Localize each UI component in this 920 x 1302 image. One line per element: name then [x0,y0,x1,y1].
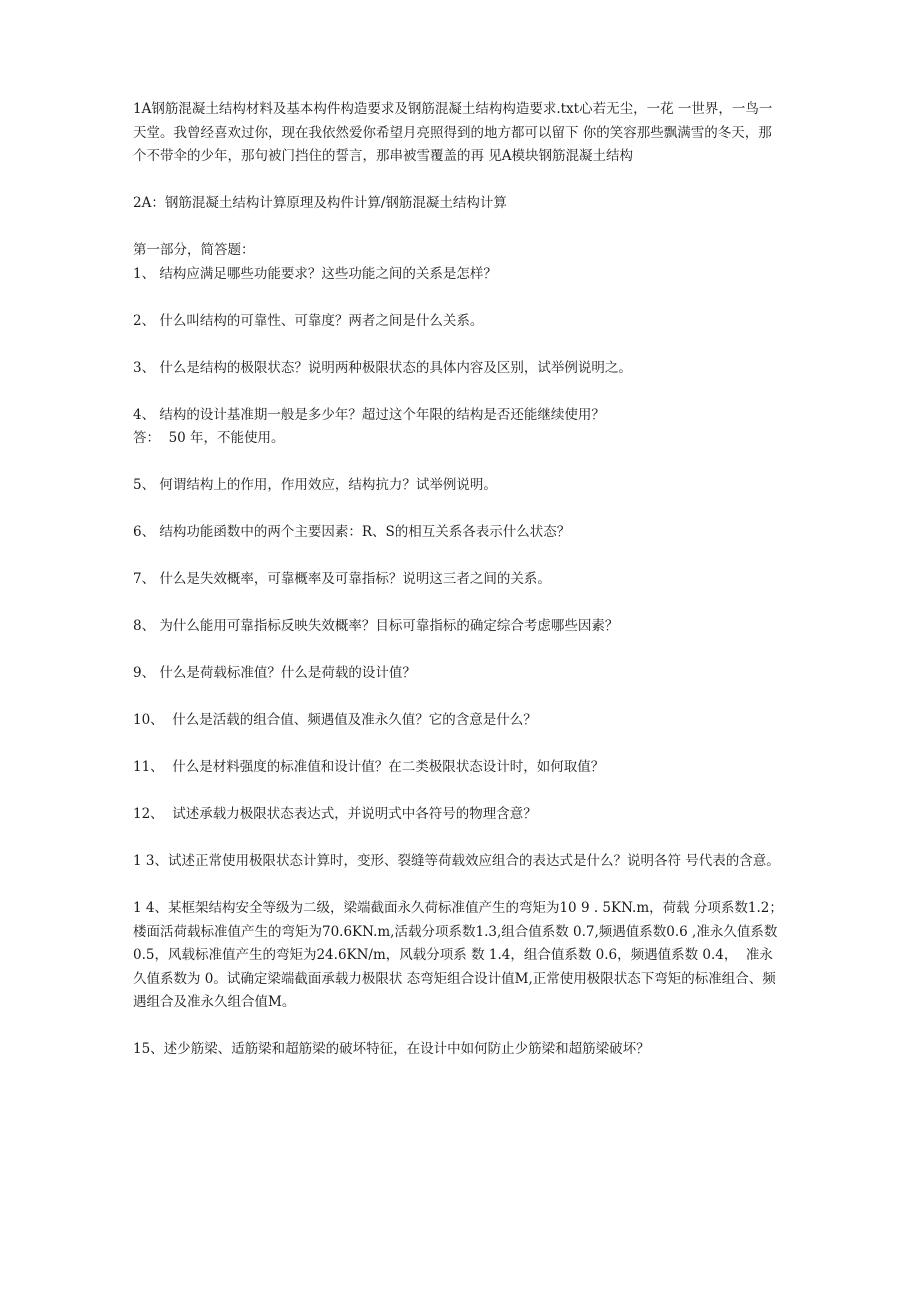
spacer [133,169,785,193]
spacer [133,592,785,616]
question-13: 1 3、试述正常使用极限状态计算时，变形、裂缝等荷载效应组合的表达式是什么？说明各符 号代表的含意。 [133,853,780,869]
document-body [133,98,785,1062]
question-8: 8、 为什么能用可靠指标反映失效概率？目标可靠指标的确定综合考虑哪些因素？ [133,618,619,634]
module-2a-heading: 2A：钢筋混凝土结构计算原理及构件计算/钢筋混凝土结构计算 [133,195,507,211]
spacer [133,333,785,357]
question-3: 3、 什么是结构的极限状态？说明两种极限状态的具体内容及区别，试举例说明之。 [133,359,632,376]
answer-4: 答： 50 年，不能使用。 [133,430,285,446]
question-10: 10、 什么是活载的组合值、频遇值及准永久值？它的含意是什么？ [133,712,537,728]
question-1: 1、 结构应满足哪些功能要求？这些功能之间的关系是怎样？ [133,265,497,282]
question-14: 1 4、某框架结构安全等级为二级，梁端截面永久荷标准值产生的弯矩为10 9 . 5KN.m，荷载 分项系数1.2；楼面活荷载标准值产生的弯矩为70.6KN.m,活载分项系数1.3,组合值系数 0.7,频遇值系数0.6 ,准永久值系数0.5，风载标准值产生的弯矩为24.6KN/m，风载分项系 数 1.4，组合值系数 0.6，频遇值系数 0.4， 准永久值系数为 0。试确定梁端截面承载力极限状 态弯矩组合设计值M,正常使用极限状态下弯矩的标准组合、频遇组合及准永久组合值M。 [133,900,783,1010]
spacer [133,451,785,475]
question-11: 11、 什么是材料强度的标准值和设计值？在二类极限状态设计时，如何取值？ [133,759,605,775]
spacer [133,498,785,522]
spacer [133,733,785,757]
question-7: 7、 什么是失效概率，可靠概率及可靠指标？说明这三者之间的关系。 [133,571,551,587]
question-6: 6、 结构功能函数中的两个主要因素：R、S的相互关系各表示什么状态？ [133,524,571,540]
spacer [133,827,785,851]
intro-paragraph: 1A钢筋混凝土结构材料及基本构件构造要求及钢筋混凝土结构构造要求.txt心若无尘，一花 一世界，一鸟一天堂。我曾经喜欢过你，现在我依然爱你希望月亮照得到的地方都可以留下 你的笑容那些飘满雪的冬天，那个不带伞的少年，那句被门挡住的誓言，那串被雪覆盖的再 见A模块钢筋混凝土结构 [133,101,773,164]
spacer [133,216,785,240]
spacer [133,286,785,310]
spacer [133,780,785,804]
spacer [133,639,785,663]
question-4: 4、 结构的设计基准期一般是多少年？超过这个年限的结构是否还能继续使用？ [133,406,605,423]
spacer [133,380,785,404]
spacer [133,545,785,569]
section-title: 第一部分，简答题： [133,242,255,258]
question-12: 12、 试述承载力极限状态表达式，并说明式中各符号的物理含意？ [133,806,537,822]
question-9: 9、 什么是荷载标准值？什么是荷载的设计值？ [133,665,416,681]
question-2: 2、 什么叫结构的可靠性、可靠度？两者之间是什么关系。 [133,312,484,329]
spacer [133,1015,785,1039]
spacer [133,686,785,710]
question-15: 15、述少筋梁、适筋梁和超筋梁的破坏特征，在设计中如何防止少筋梁和超筋梁破坏？ [133,1041,650,1057]
spacer [133,874,785,898]
question-5: 5、 何谓结构上的作用，作用效应，结构抗力？试举例说明。 [133,477,497,493]
